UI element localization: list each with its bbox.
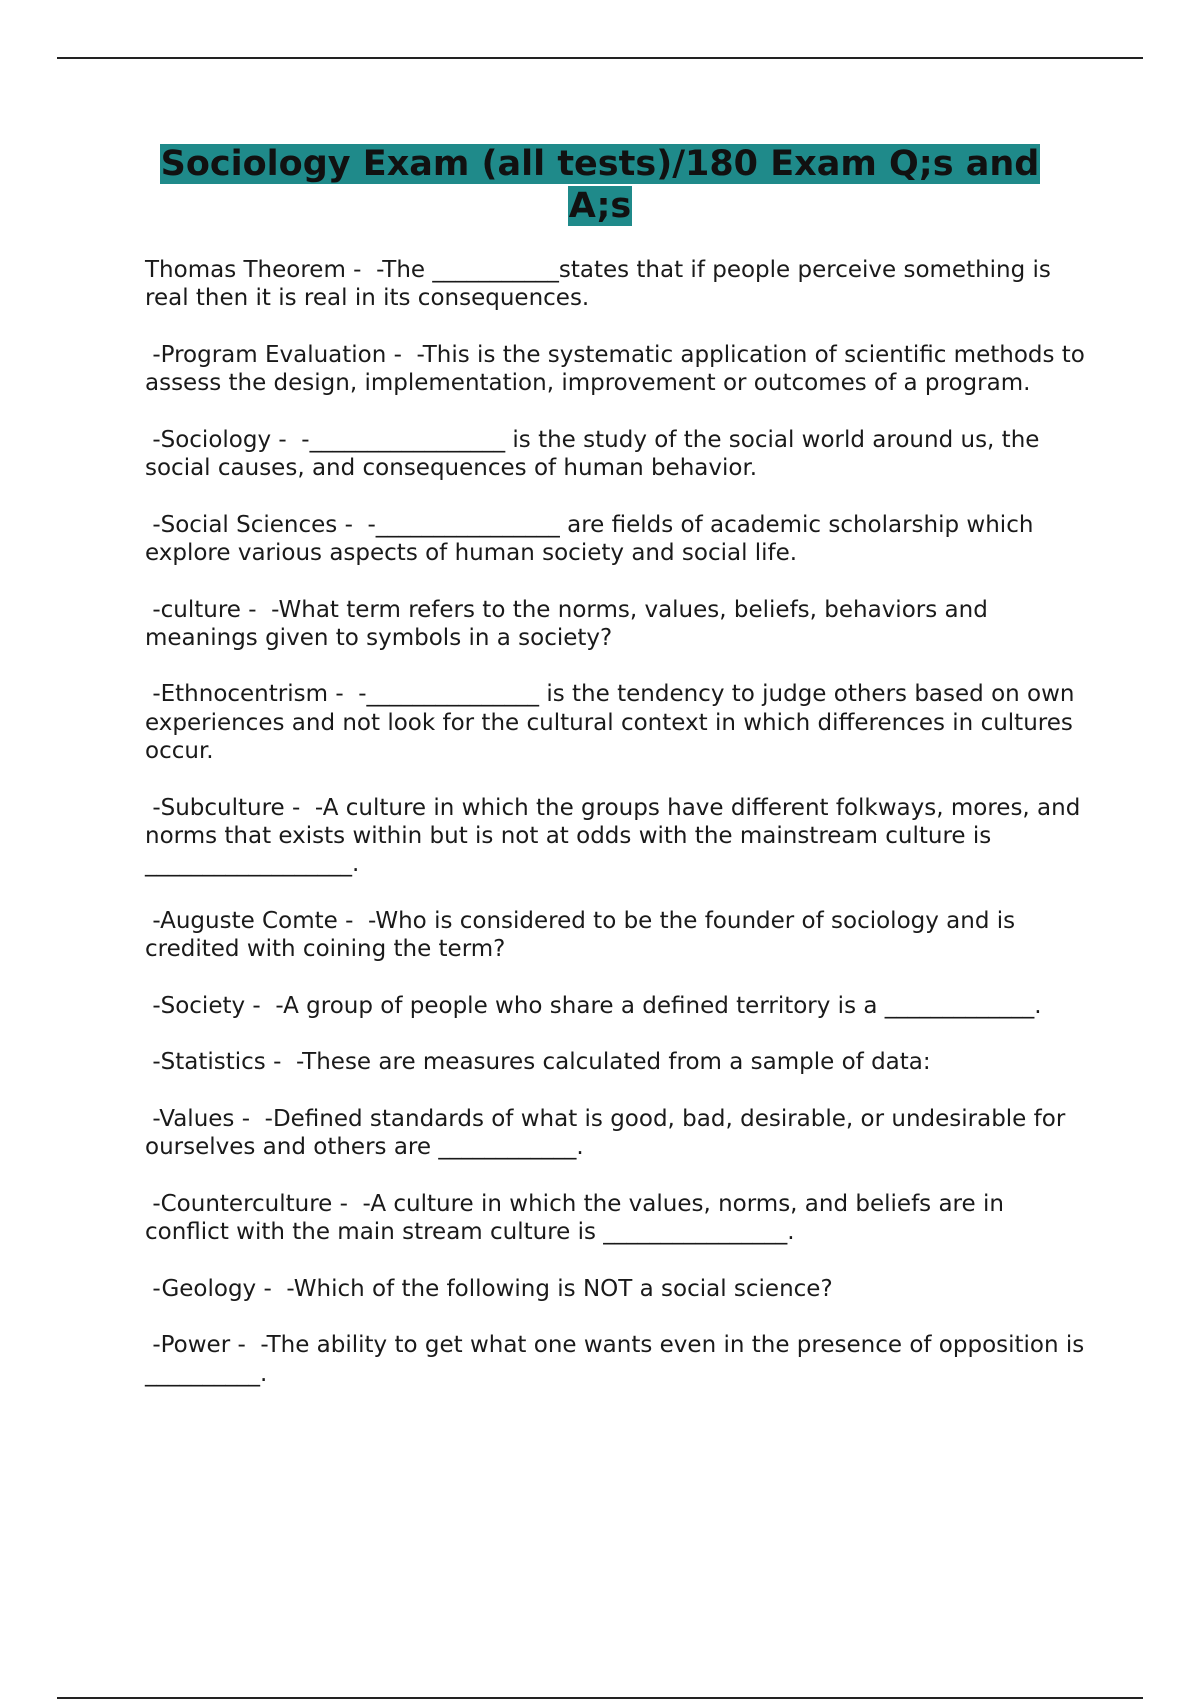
qa-item-thomas-theorem: Thomas Theorem - -The ___________states that if people perceive something is real then it is real in its consequences. — [145, 257, 1059, 312]
qa-item-geology: -Geology - -Which of the following is NOT a social science? — [145, 1275, 833, 1302]
qa-item-social-sciences: -Social Sciences - -________________ are fields of academic scholarship which explore various aspects of human society and social life. — [145, 511, 1041, 566]
bottom-rule — [57, 1697, 1143, 1699]
qa-item-subculture: -Subculture - -A culture in which the groups have different folkways, mores, and norms that exists within but is not at odds with the mainstream culture is __________________. — [145, 794, 1088, 878]
top-rule — [57, 57, 1143, 59]
qa-item-culture: -culture - -What term refers to the norms, values, beliefs, behaviors and meanings given to symbols in a society? — [145, 596, 996, 651]
qa-item-ethnocentrism: -Ethnocentrism - -_______________ is the tendency to judge others based on own experiences and not look for the cultural context in which differences in cultures occur. — [145, 681, 1082, 765]
document-title-text: Sociology Exam (all tests)/180 Exam Q;s and A;s — [160, 144, 1040, 226]
qa-item-sociology: -Sociology - -_________________ is the study of the social world around us, the social causes, and consequences of human behavior. — [145, 426, 1047, 482]
qa-item-auguste-comte: -Auguste Comte - -Who is considered to be the founder of sociology and is credited with coining the term? — [145, 907, 1023, 963]
qa-item-society: -Society - -A group of people who share a defined territory is a _____________. — [145, 992, 1042, 1019]
qa-item-counterculture: -Counterculture - -A culture in which the values, norms, and beliefs are in conflict with the main stream culture is ________________. — [145, 1190, 1012, 1246]
qa-item-statistics: -Statistics - -These are measures calculated from a sample of data: — [145, 1049, 931, 1076]
document-title — [130, 143, 1070, 227]
qa-item-program-evaluation: -Program Evaluation - -This is the systematic application of scientific methods to assess the design, implementation, improvement or outcomes of a program. — [145, 341, 1093, 397]
qa-item-values: -Values - -Defined standards of what is good, bad, desirable, or undesirable for ourselves and others are ____________. — [145, 1105, 1073, 1161]
qa-list — [145, 256, 1093, 1416]
qa-item-power: -Power - -The ability to get what one wants even in the presence of opposition is __________. — [145, 1332, 1092, 1387]
